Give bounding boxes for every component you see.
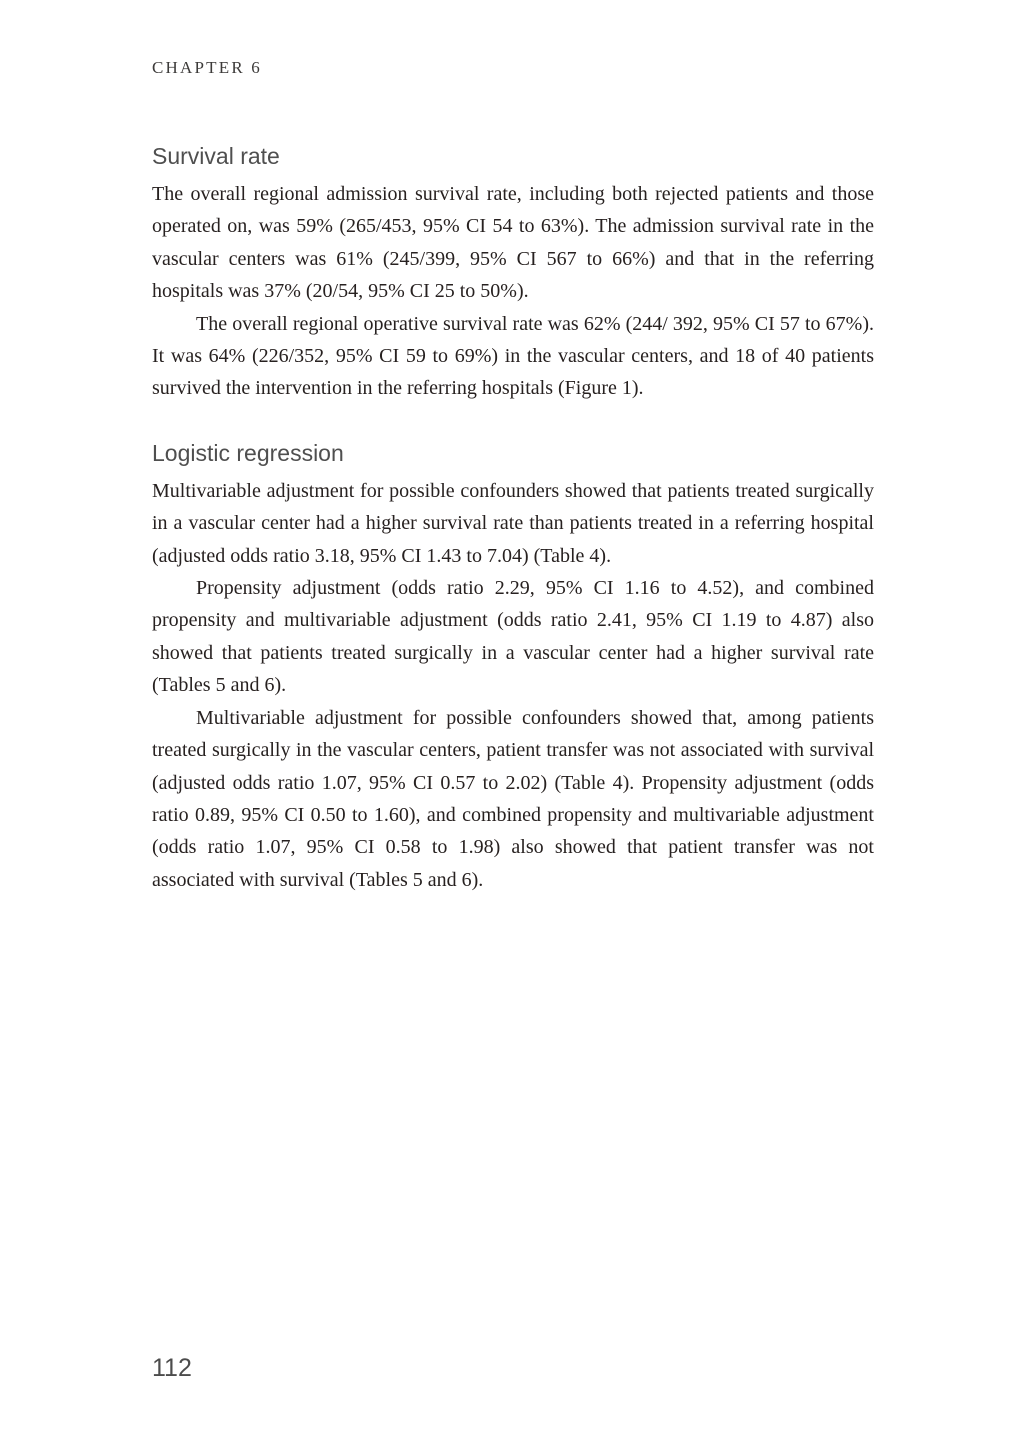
paragraph-admission-survival: The overall regional admission survival rate, including both rejected patients and those operated on, was 59% (265/453, 95% CI 54 to 63%). The admission survival rate in the vascular centers was 61% (245/399, 95% CI 567 to 66%) and that in the referring hospitals was 37% (20/54, 95% CI 25 to 50%).: [152, 183, 874, 303]
paragraph-multivariable-adjustment: Multivariable adjustment for possible confounders showed that patients treated surgically in a vascular center had a higher survival rate than patients treated in a referring hospital (adjusted odds ratio 3.18, 95% CI 1.43 to 7.04) (Table 4).: [152, 479, 874, 567]
paragraph-patient-transfer: Multivariable adjustment for possible confounders showed that, among patients treated surgically in the vascular centers, patient transfer was not associated with survival (adjusted odds ratio 1.07, 95% CI 0.57 to 2.02) (Table 4). Propensity adjustment (odds ratio 0.89, 95% CI 0.50 to 1.60), and combined propensity and multivariable adjustment (odds ratio 1.07, 95% CI 0.58 to 1.98) also showed that patient transfer was not associated with survival (Tables 5 and 6).: [152, 706, 874, 891]
section-heading-survival-rate: Survival rate: [152, 143, 280, 169]
section-survival-rate: [152, 142, 874, 405]
page-content: [152, 142, 874, 896]
running-header-chapter: CHAPTER 6: [152, 58, 263, 77]
paragraph-operative-survival: The overall regional operative survival rate was 62% (244/ 392, 95% CI 57 to 67%). It was 64% (226/352, 95% CI 59 to 69%) in the vascular centers, and 18 of 40 patients survived the intervention in the referring hospitals (Figure 1).: [152, 312, 874, 400]
page-number: 112: [152, 1354, 192, 1382]
section-logistic-regression: [152, 439, 874, 896]
paragraph-propensity-adjustment: Propensity adjustment (odds ratio 2.29, 95% CI 1.16 to 4.52), and combined propensity and multivariable adjustment (odds ratio 2.41, 95% CI 1.19 to 4.87) also showed that patients treated surgically in a vascular center had a higher survival rate (Tables 5 and 6).: [152, 577, 874, 697]
section-heading-logistic-regression: Logistic regression: [152, 439, 344, 466]
